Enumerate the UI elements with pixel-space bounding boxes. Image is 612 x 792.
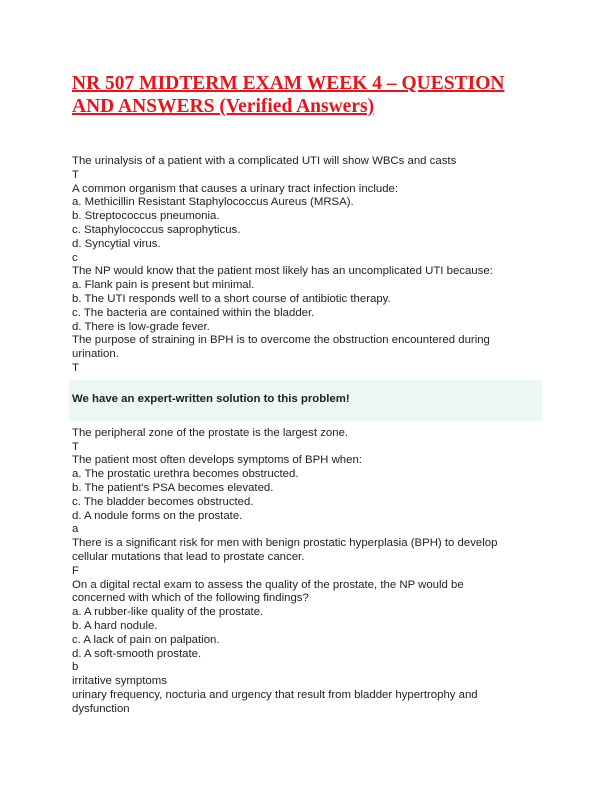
expert-solution-text[interactable]: We have an expert-written solution to this problem! [72, 393, 350, 406]
text-line: urination. [72, 348, 119, 361]
text-line: The NP would know that the patient most likely has an uncomplicated UTI because: [72, 265, 493, 278]
text-line: The peripheral zone of the prostate is the largest zone. [72, 426, 349, 439]
text-line: On a digital rectal exam to assess the quality of the prostate, the NP would be [72, 578, 464, 591]
text-line: b [72, 661, 79, 674]
text-line: b. The patient's PSA becomes elevated. [72, 481, 274, 494]
text-line: cellular mutations that lead to prostate cancer. [72, 550, 305, 563]
text-line: The urinalysis of a patient with a complicated UTI will show WBCs and casts [72, 155, 457, 167]
text-line: c. Staphylococcus saprophyticus. [72, 223, 241, 236]
text-line: concerned with which of the following findings? [72, 592, 309, 605]
text-line: The purpose of straining in BPH is to overcome the obstruction encountered during [72, 334, 490, 347]
text-line: a [72, 523, 79, 536]
text-line: T [72, 440, 79, 453]
text-line: F [72, 564, 79, 577]
text-line: b. A hard nodule. [72, 619, 158, 632]
text-line: a. Flank pain is present but minimal. [72, 279, 255, 292]
text-line: The patient most often develops symptoms of BPH when: [72, 454, 362, 467]
text-line: There is a significant risk for men with benign prostatic hyperplasia (BPH) to develop [72, 537, 498, 550]
text-line: a. The prostatic urethra becomes obstructed. [72, 468, 299, 481]
text-line: d. A soft-smooth prostate. [72, 647, 202, 660]
document-body [72, 155, 542, 716]
text-line: d. A nodule forms on the prostate. [72, 509, 243, 522]
text-line: A common organism that causes a urinary tract infection include: [72, 182, 399, 195]
text-line: c. The bacteria are contained within the bladder. [72, 306, 315, 319]
text-line: b. The UTI responds well to a short course of antibiotic therapy. [72, 292, 391, 305]
text-line: T [72, 361, 79, 374]
text-line: b. Streptococcus pneumonia. [72, 210, 220, 223]
text-line: T [72, 168, 79, 181]
text-line: urinary frequency, nocturia and urgency that result from bladder hypertrophy and [72, 688, 478, 701]
text-line: d. There is low-grade fever. [72, 320, 210, 333]
qa-block-2 [72, 427, 542, 717]
text-line: c. The bladder becomes obstructed. [72, 495, 254, 508]
text-line: c [72, 251, 78, 264]
text-line: irritative symptoms [72, 675, 167, 688]
text-line: c. A lack of pain on palpation. [72, 633, 220, 646]
text-line: a. Methicillin Resistant Staphylococcus Aureus (MRSA). [72, 196, 354, 209]
text-line: a. A rubber-like quality of the prostate. [72, 606, 264, 619]
text-line: dysfunction [72, 702, 130, 715]
expert-solution-banner[interactable] [69, 380, 542, 421]
document-title: NR 507 MIDTERM EXAM WEEK 4 – QUESTION AND ANSWERS (Verified Answers) [72, 73, 505, 117]
text-line: d. Syncytial virus. [72, 237, 161, 250]
qa-block-1 [72, 155, 542, 376]
